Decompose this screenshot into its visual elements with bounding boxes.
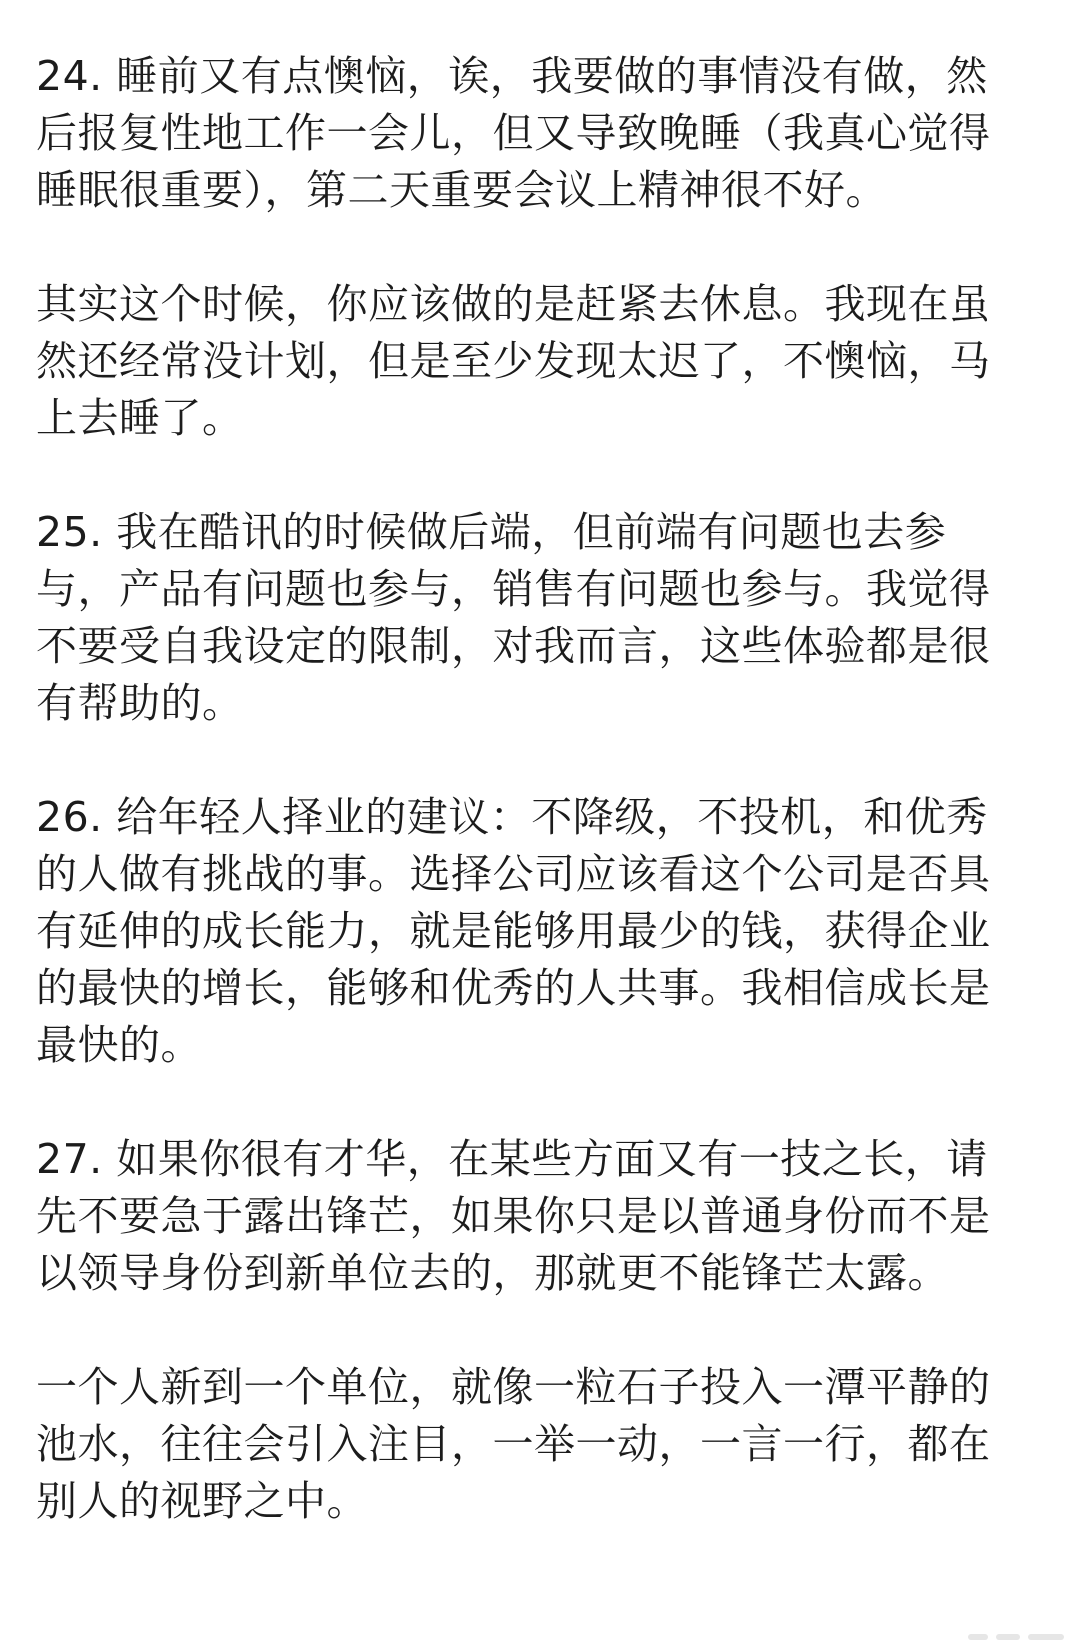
paragraph-24 (36, 48, 1046, 219)
text-line: 然还经常没计划，但是至少发现太迟了，不懊恼，马 (36, 337, 991, 385)
text-line: 以领导身份到新单位去的，那就更不能锋芒太露。 (36, 1249, 949, 1297)
text-line: 与，产品有问题也参与，销售有问题也参与。我觉得 (36, 565, 991, 613)
text-line: 睡眠很重要），第二天重要会议上精神很不好。 (36, 166, 887, 214)
paragraph-26 (36, 789, 1046, 1074)
paragraph-27-followup (36, 1359, 1046, 1530)
text-line: 24. 睡前又有点懊恼，诶，我要做的事情没有做，然 (36, 52, 988, 100)
text-line: 上去睡了。 (36, 394, 244, 442)
text-line: 有延伸的成长能力，就是能够用最少的钱，获得企业 (36, 907, 991, 955)
text-line: 后报复性地工作一会儿，但又导致晚睡（我真心觉得 (36, 109, 991, 157)
text-line: 27. 如果你很有才华，在某些方面又有一技之长，请 (36, 1135, 988, 1183)
paragraph-24-followup (36, 276, 1046, 447)
watermark-mark (960, 1624, 1080, 1652)
paragraph-27 (36, 1131, 1046, 1302)
text-line: 池水，往往会引入注目，一举一动，一言一行，都在 (36, 1420, 991, 1468)
paragraph-25 (36, 504, 1046, 732)
text-line: 25. 我在酷讯的时候做后端，但前端有问题也去参 (36, 508, 947, 556)
article-body (36, 48, 1046, 1587)
text-line: 26. 给年轻人择业的建议：不降级，不投机，和优秀 (36, 793, 988, 841)
text-line: 先不要急于露出锋芒，如果你只是以普通身份而不是 (36, 1192, 991, 1240)
text-line: 一个人新到一个单位，就像一粒石子投入一潭平静的 (36, 1363, 991, 1411)
text-line: 其实这个时候，你应该做的是赶紧去休息。我现在虽 (36, 280, 991, 328)
text-line: 最快的。 (36, 1021, 202, 1069)
text-line: 不要受自我设定的限制，对我而言，这些体验都是很 (36, 622, 991, 670)
text-line: 有帮助的。 (36, 679, 244, 727)
text-line: 别人的视野之中。 (36, 1477, 368, 1525)
text-line: 的最快的增长，能够和优秀的人共事。我相信成长是 (36, 964, 991, 1012)
text-line: 的人做有挑战的事。选择公司应该看这个公司是否具 (36, 850, 991, 898)
